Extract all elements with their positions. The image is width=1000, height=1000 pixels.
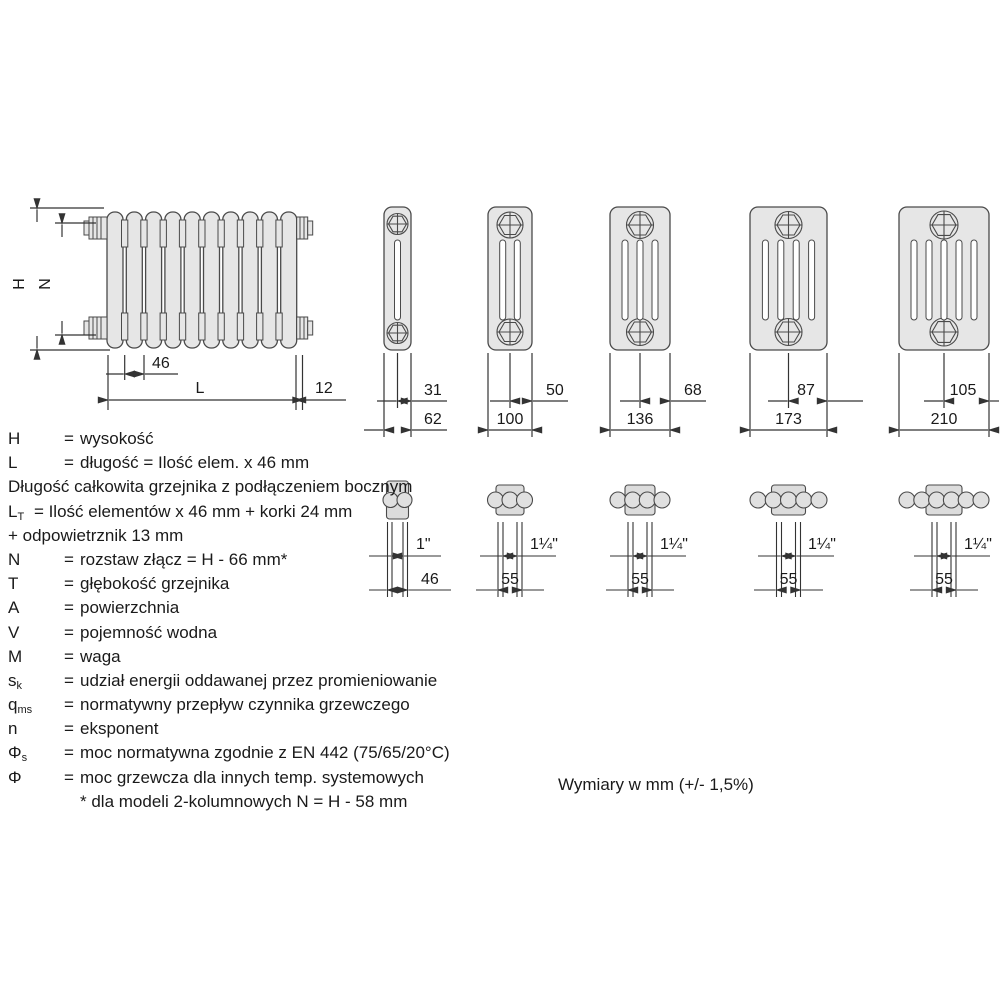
plug-symbol-top <box>497 212 523 238</box>
legend-row: n = eksponent <box>8 717 528 741</box>
legend-row: T = głębokość grzejnika <box>8 572 528 596</box>
legend-row <box>8 500 528 524</box>
legend-text: waga <box>80 646 121 666</box>
cross-section-4col <box>610 207 706 437</box>
full-depth-label: 210 <box>930 411 958 428</box>
full-depth-label: 136 <box>626 411 654 428</box>
legend-symbol: n <box>8 719 18 739</box>
legend-symbol: H <box>8 429 21 448</box>
legend-symbol: $\Phi_s$ <box>8 743 28 765</box>
legend-symbol: T <box>8 574 19 594</box>
plug-symbol-bottom <box>387 323 408 344</box>
legend-text: = Ilość elementów x 46 mm + korki 24 mm <box>33 501 353 521</box>
legend <box>8 427 528 814</box>
legend-text: eksponent <box>80 719 159 739</box>
legend-text: głębokość grzejnika <box>80 574 230 594</box>
element-pitch-label: 46 <box>152 355 170 372</box>
hub-spacing-label: 55 <box>935 571 953 588</box>
half-depth-label: 68 <box>684 382 702 399</box>
front-view-radiator <box>84 212 313 348</box>
thread-label: 1¼" <box>808 536 836 553</box>
legend-symbol: $s_k$ <box>8 670 22 692</box>
legend-row: Długość całkowita grzejnika z podłączeniem bocznym <box>8 477 413 497</box>
plug-symbol-top <box>930 211 958 239</box>
legend-text: powierzchnia <box>80 598 180 618</box>
plug-symbol-bottom <box>497 319 523 345</box>
legend-symbol: Φ <box>8 767 22 787</box>
legend-row: $q_{ms}$ = normatywny przepływ czynnika grzewczego <box>8 693 528 717</box>
legend-symbol: N <box>8 549 21 569</box>
legend-row: $\Phi_s$ = moc normatywna zgodnie z EN 442 (75/65/20°C) <box>8 741 528 765</box>
plug-symbol-top <box>387 214 408 235</box>
full-depth-label: 62 <box>424 411 442 428</box>
cross-section-3col <box>488 207 568 437</box>
legend-text: normatywny przepływ czynnika grzewczego <box>80 695 410 715</box>
hub-spacing-label: 55 <box>631 571 649 588</box>
legend-row: H = wysokość <box>8 427 528 451</box>
full-depth-label: 173 <box>775 411 802 428</box>
top-view-6col <box>899 485 992 597</box>
legend-footnote: * dla modeli 2-kolumnowych N = H - 58 mm <box>80 791 408 811</box>
half-depth-label: 87 <box>797 382 815 399</box>
legend-symbol: $L_T$ <box>8 501 25 523</box>
thread-label: 1¼" <box>964 536 992 553</box>
legend-row: V = pojemność wodna <box>8 621 528 645</box>
hub-spacing-label: 55 <box>501 571 519 588</box>
legend-row: Φ = moc grzewcza dla innych temp. systemowych <box>8 766 528 790</box>
length-label: L <box>195 380 205 397</box>
half-depth-label: 105 <box>949 382 977 399</box>
legend-symbol: A <box>8 598 20 618</box>
hub-spacing-label: 55 <box>779 571 798 588</box>
legend-symbol: $q_{ms}$ <box>8 695 33 717</box>
cross-section-6col <box>899 207 999 437</box>
thread-label: 1" <box>416 536 431 553</box>
height-label: H <box>11 278 28 290</box>
legend-row: L = długość = Ilość elem. x 46 mm <box>8 451 528 475</box>
legend-row: $s_k$ = udział energii oddawanej przez promieniowanie <box>8 669 528 693</box>
plug-symbol-bottom <box>627 319 654 346</box>
legend-row: A = powierzchnia <box>8 596 528 620</box>
length-dimensions <box>106 355 346 410</box>
legend-symbol: M <box>8 646 23 666</box>
top-view-4col <box>606 485 688 597</box>
top-view-5col <box>750 485 836 597</box>
cross-section-5col <box>750 207 863 437</box>
legend-text: długość = Ilość elem. x 46 mm <box>80 453 310 473</box>
cross-section-2col <box>364 207 447 437</box>
legend-symbol: V <box>8 622 20 642</box>
legend-text: moc grzewcza dla innych temp. systemowych <box>80 767 424 787</box>
half-depth-label: 31 <box>424 382 442 399</box>
hub-spacing-label: 46 <box>421 571 439 588</box>
full-depth-label: 100 <box>496 411 524 428</box>
spacing-label: N <box>37 278 54 290</box>
bottom-collectors <box>122 313 283 340</box>
legend-text: wysokość <box>80 429 154 448</box>
half-depth-label: 50 <box>546 382 564 399</box>
legend-row: N = rozstaw złącz = H - 66 mm* <box>8 548 528 572</box>
thread-label: 1¼" <box>530 536 558 553</box>
plug-symbol-bottom <box>930 318 958 346</box>
plug-symbol-top <box>775 212 802 239</box>
legend-text: rozstaw złącz = H - 66 mm* <box>80 549 288 569</box>
plug-symbol-top <box>627 212 654 239</box>
legend-text: moc normatywna zgodnie z EN 442 (75/65/20°C) <box>80 743 450 763</box>
thread-label: 1¼" <box>660 536 688 553</box>
legend-row: M = waga <box>8 645 528 669</box>
legend-text: udział energii oddawanej przez promieniowanie <box>80 670 438 690</box>
dimensions-note: Wymiary w mm (+/- 1,5%) <box>558 775 754 794</box>
legend-text: pojemność wodna <box>80 622 218 642</box>
legend-row: + odpowietrznik 13 mm <box>8 525 184 545</box>
top-collectors <box>122 220 283 247</box>
legend-symbol: L <box>8 453 18 473</box>
end-dim-label: 12 <box>315 380 333 397</box>
plug-symbol-bottom <box>775 319 802 346</box>
